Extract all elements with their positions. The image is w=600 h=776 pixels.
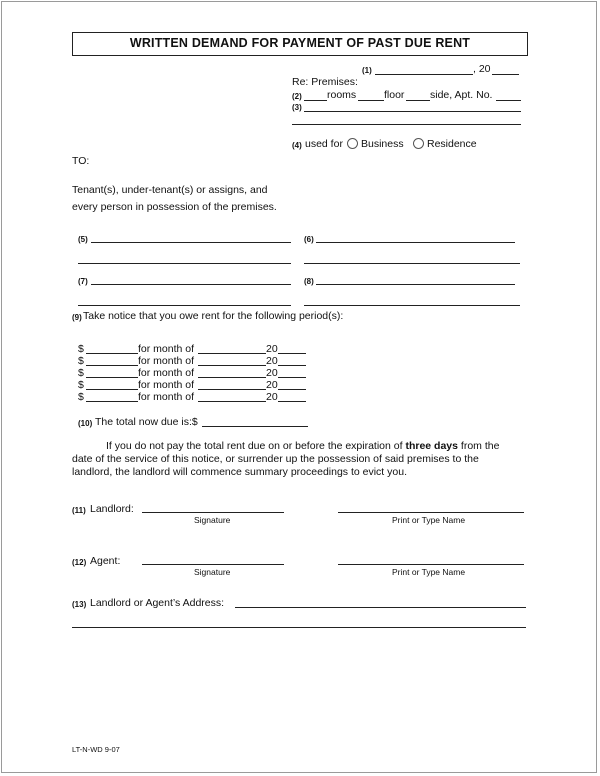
- page-border: [1, 1, 597, 773]
- rent-year-prefix: 20: [266, 367, 278, 379]
- rent-month-input-line[interactable]: [198, 365, 266, 366]
- agent-name-caption: Print or Type Name: [392, 567, 466, 577]
- address-input-line-1[interactable]: [304, 111, 521, 112]
- rent-dollar-sign: $: [78, 379, 84, 391]
- rent-month-label: for month of: [138, 391, 195, 403]
- rent-amount-input-line[interactable]: [86, 353, 138, 354]
- rent-month-label: for month of: [138, 343, 195, 355]
- premises-label: Re: Premises:: [292, 76, 358, 88]
- rent-month-label: for month of: [138, 355, 195, 367]
- date-year-input-line[interactable]: [492, 74, 519, 75]
- rent-year-input-line[interactable]: [278, 377, 306, 378]
- rent-year-input-line[interactable]: [278, 365, 306, 366]
- form-title: WRITTEN DEMAND FOR PAYMENT OF PAST DUE RENT: [72, 32, 528, 56]
- landlord-label: Landlord:: [90, 503, 134, 515]
- apt-number-input-line[interactable]: [496, 100, 521, 101]
- side-input-line[interactable]: [406, 100, 430, 101]
- rent-amount-input-line[interactable]: [86, 377, 138, 378]
- rent-year-prefix: 20: [266, 355, 278, 367]
- rooms-label: rooms: [327, 89, 357, 101]
- total-due-input-line[interactable]: [202, 426, 308, 427]
- rent-amount-input-line[interactable]: [86, 401, 138, 402]
- date-year-prefix: , 20: [473, 63, 491, 75]
- rent-year-prefix: 20: [266, 379, 278, 391]
- rent-year-prefix: 20: [266, 343, 278, 355]
- rent-amount-input-line[interactable]: [86, 365, 138, 366]
- field-number-5: (5): [78, 235, 88, 244]
- rent-month-input-line[interactable]: [198, 353, 266, 354]
- landlord-signature-caption: Signature: [194, 515, 231, 525]
- field-number-4: (4): [292, 141, 302, 150]
- party-5-input-line-1[interactable]: [91, 242, 291, 243]
- warning-text-after: from the date of the service of this notice, or surrender up the possession of said premises to the landlord, the landlord will commence summary proceedings to evict you.: [72, 440, 500, 478]
- party-6-input-line-1[interactable]: [316, 242, 515, 243]
- address-label: Landlord or Agent’s Address:: [90, 597, 225, 609]
- party-8-input-line-1[interactable]: [316, 284, 515, 285]
- party-6-input-line-2[interactable]: [304, 263, 520, 264]
- landlord-name-caption: Print or Type Name: [392, 515, 466, 525]
- rent-month-input-line[interactable]: [198, 377, 266, 378]
- warning-three-days: three days: [405, 440, 458, 452]
- field-number-6: (6): [304, 235, 314, 244]
- eviction-warning-paragraph: [72, 440, 520, 479]
- field-number-7: (7): [78, 277, 88, 286]
- to-label: TO:: [72, 155, 90, 167]
- field-number-12: (12): [72, 558, 87, 567]
- used-for-label: used for: [305, 138, 343, 150]
- residence-option-label: Residence: [427, 138, 477, 150]
- residence-option[interactable]: [413, 138, 477, 150]
- party-7-input-line-2[interactable]: [78, 305, 291, 306]
- total-due-label: The total now due is:$: [95, 416, 198, 428]
- agent-signature-caption: Signature: [194, 567, 231, 577]
- party-7-input-line-1[interactable]: [91, 284, 291, 285]
- form-code: LT-N-WD 9-07: [72, 745, 120, 754]
- field-number-2: (2): [292, 92, 302, 101]
- rent-dollar-sign: $: [78, 367, 84, 379]
- rent-month-label: for month of: [138, 379, 195, 391]
- tenants-line-1: Tenant(s), under-tenant(s) or assigns, and: [72, 184, 268, 196]
- landlord-name-line[interactable]: [338, 512, 524, 513]
- date-input-line[interactable]: [375, 74, 473, 75]
- rent-dollar-sign: $: [78, 343, 84, 355]
- warning-text-before: If you do not pay the total rent due on or before the expiration of: [106, 440, 406, 452]
- field-number-13: (13): [72, 600, 87, 609]
- rent-dollar-sign: $: [78, 355, 84, 367]
- tenants-line-2: every person in possession of the premises.: [72, 201, 277, 213]
- business-option-label: Business: [361, 138, 404, 150]
- field-number-9: (9): [72, 313, 82, 322]
- rooms-input-line[interactable]: [304, 100, 327, 101]
- rent-amount-input-line[interactable]: [86, 389, 138, 390]
- landlord-address-line-2[interactable]: [72, 627, 526, 628]
- field-number-10: (10): [78, 419, 93, 428]
- landlord-address-line-1[interactable]: [235, 607, 526, 608]
- floor-label: floor: [384, 89, 405, 101]
- rent-dollar-sign: $: [78, 391, 84, 403]
- rent-month-input-line[interactable]: [198, 389, 266, 390]
- landlord-signature-line[interactable]: [142, 512, 284, 513]
- agent-signature-line[interactable]: [142, 564, 284, 565]
- field-number-11: (11): [72, 506, 86, 515]
- agent-name-line[interactable]: [338, 564, 524, 565]
- floor-input-line[interactable]: [358, 100, 384, 101]
- party-8-input-line-2[interactable]: [304, 305, 520, 306]
- rent-year-input-line[interactable]: [278, 353, 306, 354]
- agent-label: Agent:: [90, 555, 121, 567]
- rent-year-input-line[interactable]: [278, 389, 306, 390]
- notice-text: Take notice that you owe rent for the following period(s):: [83, 310, 344, 322]
- party-5-input-line-2[interactable]: [78, 263, 291, 264]
- rent-year-prefix: 20: [266, 391, 278, 403]
- business-radio-icon[interactable]: [347, 138, 358, 149]
- rent-year-input-line[interactable]: [278, 401, 306, 402]
- field-number-3: (3): [292, 103, 302, 112]
- business-option[interactable]: [347, 138, 404, 150]
- side-apt-label: side, Apt. No.: [430, 89, 493, 101]
- field-number-8: (8): [304, 277, 314, 286]
- rent-month-input-line[interactable]: [198, 401, 266, 402]
- rent-month-label: for month of: [138, 367, 195, 379]
- field-number-1: (1): [362, 66, 372, 75]
- address-input-line-2[interactable]: [292, 124, 521, 125]
- residence-radio-icon[interactable]: [413, 138, 424, 149]
